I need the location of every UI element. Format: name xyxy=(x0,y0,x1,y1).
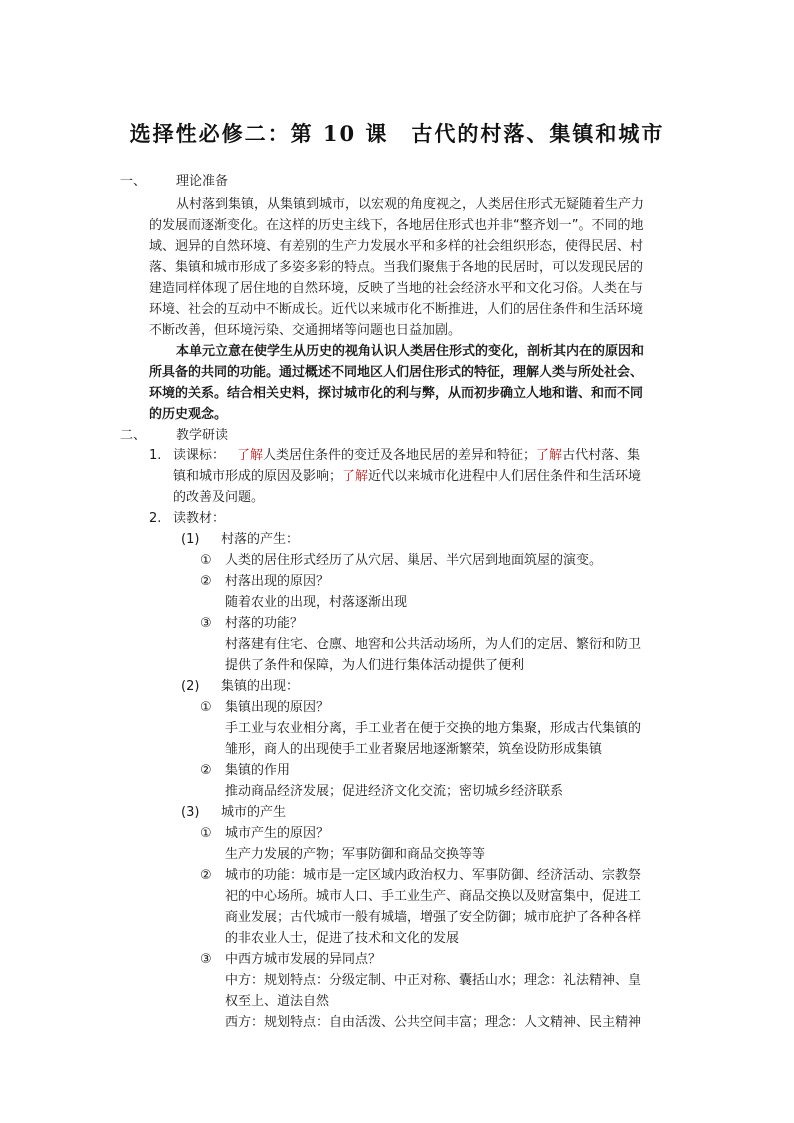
point-answer: 祀的中心场所。城市人口、手工业生产、商品交换以及财富集中，促进工 xyxy=(225,889,642,904)
point-answer: 商业发展；古代城市一般有城墙，增强了安全防御；城市庇护了各种各样 xyxy=(225,910,642,925)
point-answer: 中方：规划特点：分级定制、中正对称、囊括山水；理念：礼法精神、皇 xyxy=(225,973,642,988)
point-answer: 手工业与农业相分离，手工业者在便于交换的地方集聚，形成古代集镇的 xyxy=(225,721,642,736)
paragraph-1-line: 域、迥异的自然环境、有差别的生产力发展水平和多样的社会组织形态，使得民居、村 xyxy=(149,239,644,254)
item-1-text: 古代村落、集 xyxy=(562,448,641,463)
point-text: 村落的功能？ xyxy=(225,616,304,631)
point-answer: 西方：规划特点：自由活泼、公共空间丰富；理念：人文精神、民主精神 xyxy=(225,1015,642,1030)
highlight-text: 了解 xyxy=(342,469,369,484)
sub-1-title: 村落的产生： xyxy=(221,532,300,547)
point-text: 人类的居住形式经历了从穴居、巢居、半穴居到地面筑屋的演变。 xyxy=(225,553,603,568)
paragraph-1-line: 不断改善，但环境污染、交通拥堵等问题也日益加剧。 xyxy=(149,323,462,338)
highlight-text: 了解 xyxy=(536,448,563,463)
point-text: 村落出现的原因？ xyxy=(225,574,330,589)
point-mark: ① xyxy=(200,826,212,841)
highlight-text: 了解 xyxy=(237,448,264,463)
paragraph-2-line: 所具备的共同的功能。通过概述不同地区人们居住形式的特征，理解人类与所处社会、 xyxy=(149,365,644,380)
point-mark: ① xyxy=(200,553,212,568)
point-answer: 的非农业人士，促进了技术和文化的发展 xyxy=(225,931,460,946)
point-text: 中西方城市发展的异同点？ xyxy=(225,952,382,967)
point-mark: ① xyxy=(200,700,212,715)
point-mark: ② xyxy=(200,868,212,883)
section-2-number: 二、 xyxy=(120,428,147,443)
point-text: 集镇出现的原因？ xyxy=(225,700,330,715)
paragraph-2-line: 本单元立意在使学生从历史的视角认识人类居住形式的变化，剖析其内在的原因和 xyxy=(176,344,645,359)
point-text: 城市产生的原因？ xyxy=(225,826,330,841)
item-1-line-3: 的改善及问题。 xyxy=(173,490,265,505)
point-mark: ② xyxy=(200,574,212,589)
point-answer: 生产力发展的产物；军事防御和商品交换等等 xyxy=(225,847,486,862)
point-text: 城市的功能：城市是一定区域内政治权力、军事防御、经济活动、宗教祭 xyxy=(225,868,642,883)
point-answer: 雏形，商人的出现使手工业者聚居地逐渐繁荣，筑垒设防形成集镇 xyxy=(225,742,603,757)
paragraph-1-line: 从村落到集镇，从集镇到城市，以宏观的角度视之，人类居住形式无疑随着生产力 xyxy=(176,197,645,212)
paragraph-1-line: 环境、社会的互动中不断成长。近代以来城市化不断推进，人们的居住条件和生活环境 xyxy=(149,302,644,317)
paragraph-1-line: 落、集镇和城市形成了多姿多彩的特点。当我们聚焦于各地的民居时，可以发现民居的 xyxy=(149,260,644,275)
sub-3-number: (3) xyxy=(181,805,200,820)
point-mark: ③ xyxy=(200,616,212,631)
point-mark: ② xyxy=(200,763,212,778)
point-answer: 权至上、道法自然 xyxy=(225,994,330,1009)
item-1-text: 人类居住条件的变迁及各地民居的差异和特征； xyxy=(263,448,537,463)
point-answer: 提供了条件和保障，为人们进行集体活动提供了便利 xyxy=(225,658,525,673)
item-1-number: 1. xyxy=(149,448,162,463)
item-1-line-1 xyxy=(173,446,640,466)
page-title: 选择性必修二：第 10 课 古代的村落、集镇和城市 xyxy=(129,121,665,146)
paragraph-1-line: 的发展而逐渐变化。在这样的历史主线下，各地居住形式也并非“整齐划一”。不同的地 xyxy=(149,218,644,233)
sub-1-number: (1) xyxy=(181,532,200,547)
point-mark: ③ xyxy=(200,952,212,967)
paragraph-2-line: 的历史观念。 xyxy=(149,407,228,422)
point-answer: 随着农业的出现，村落逐渐出现 xyxy=(225,595,408,610)
point-text: 集镇的作用 xyxy=(225,763,291,778)
item-1-line-2 xyxy=(173,467,641,487)
item-1-label: 读课标： xyxy=(173,448,226,463)
point-answer: 推动商品经济发展；促进经济文化交流；密切城乡经济联系 xyxy=(225,784,564,799)
point-answer: 村落建有住宅、仓廪、地窖和公共活动场所，为人们的定居、繁衍和防卫 xyxy=(225,637,642,652)
paragraph-1-line: 建造同样体现了居住地的自然环境，反映了当地的社会经济水平和文化习俗。人类在与 xyxy=(149,281,644,296)
paragraph-2-line: 环境的关系。结合相关史料，探讨城市化的利与弊，从而初步确立人地和谐、和而不同 xyxy=(149,386,644,401)
section-1-number: 一、 xyxy=(120,174,147,189)
item-2-number: 2. xyxy=(149,511,162,526)
item-1-text: 近代以来城市化进程中人们居住条件和生活环境 xyxy=(368,469,642,484)
item-2-label: 读教材： xyxy=(173,511,226,526)
section-1-heading: 理论准备 xyxy=(176,174,229,189)
sub-2-title: 集镇的出现： xyxy=(221,679,300,694)
section-2-heading: 教学研读 xyxy=(176,428,229,443)
item-1-text: 镇和城市形成的原因及影响； xyxy=(173,469,343,484)
sub-2-number: (2) xyxy=(181,679,200,694)
sub-3-title: 城市的产生 xyxy=(221,805,287,820)
